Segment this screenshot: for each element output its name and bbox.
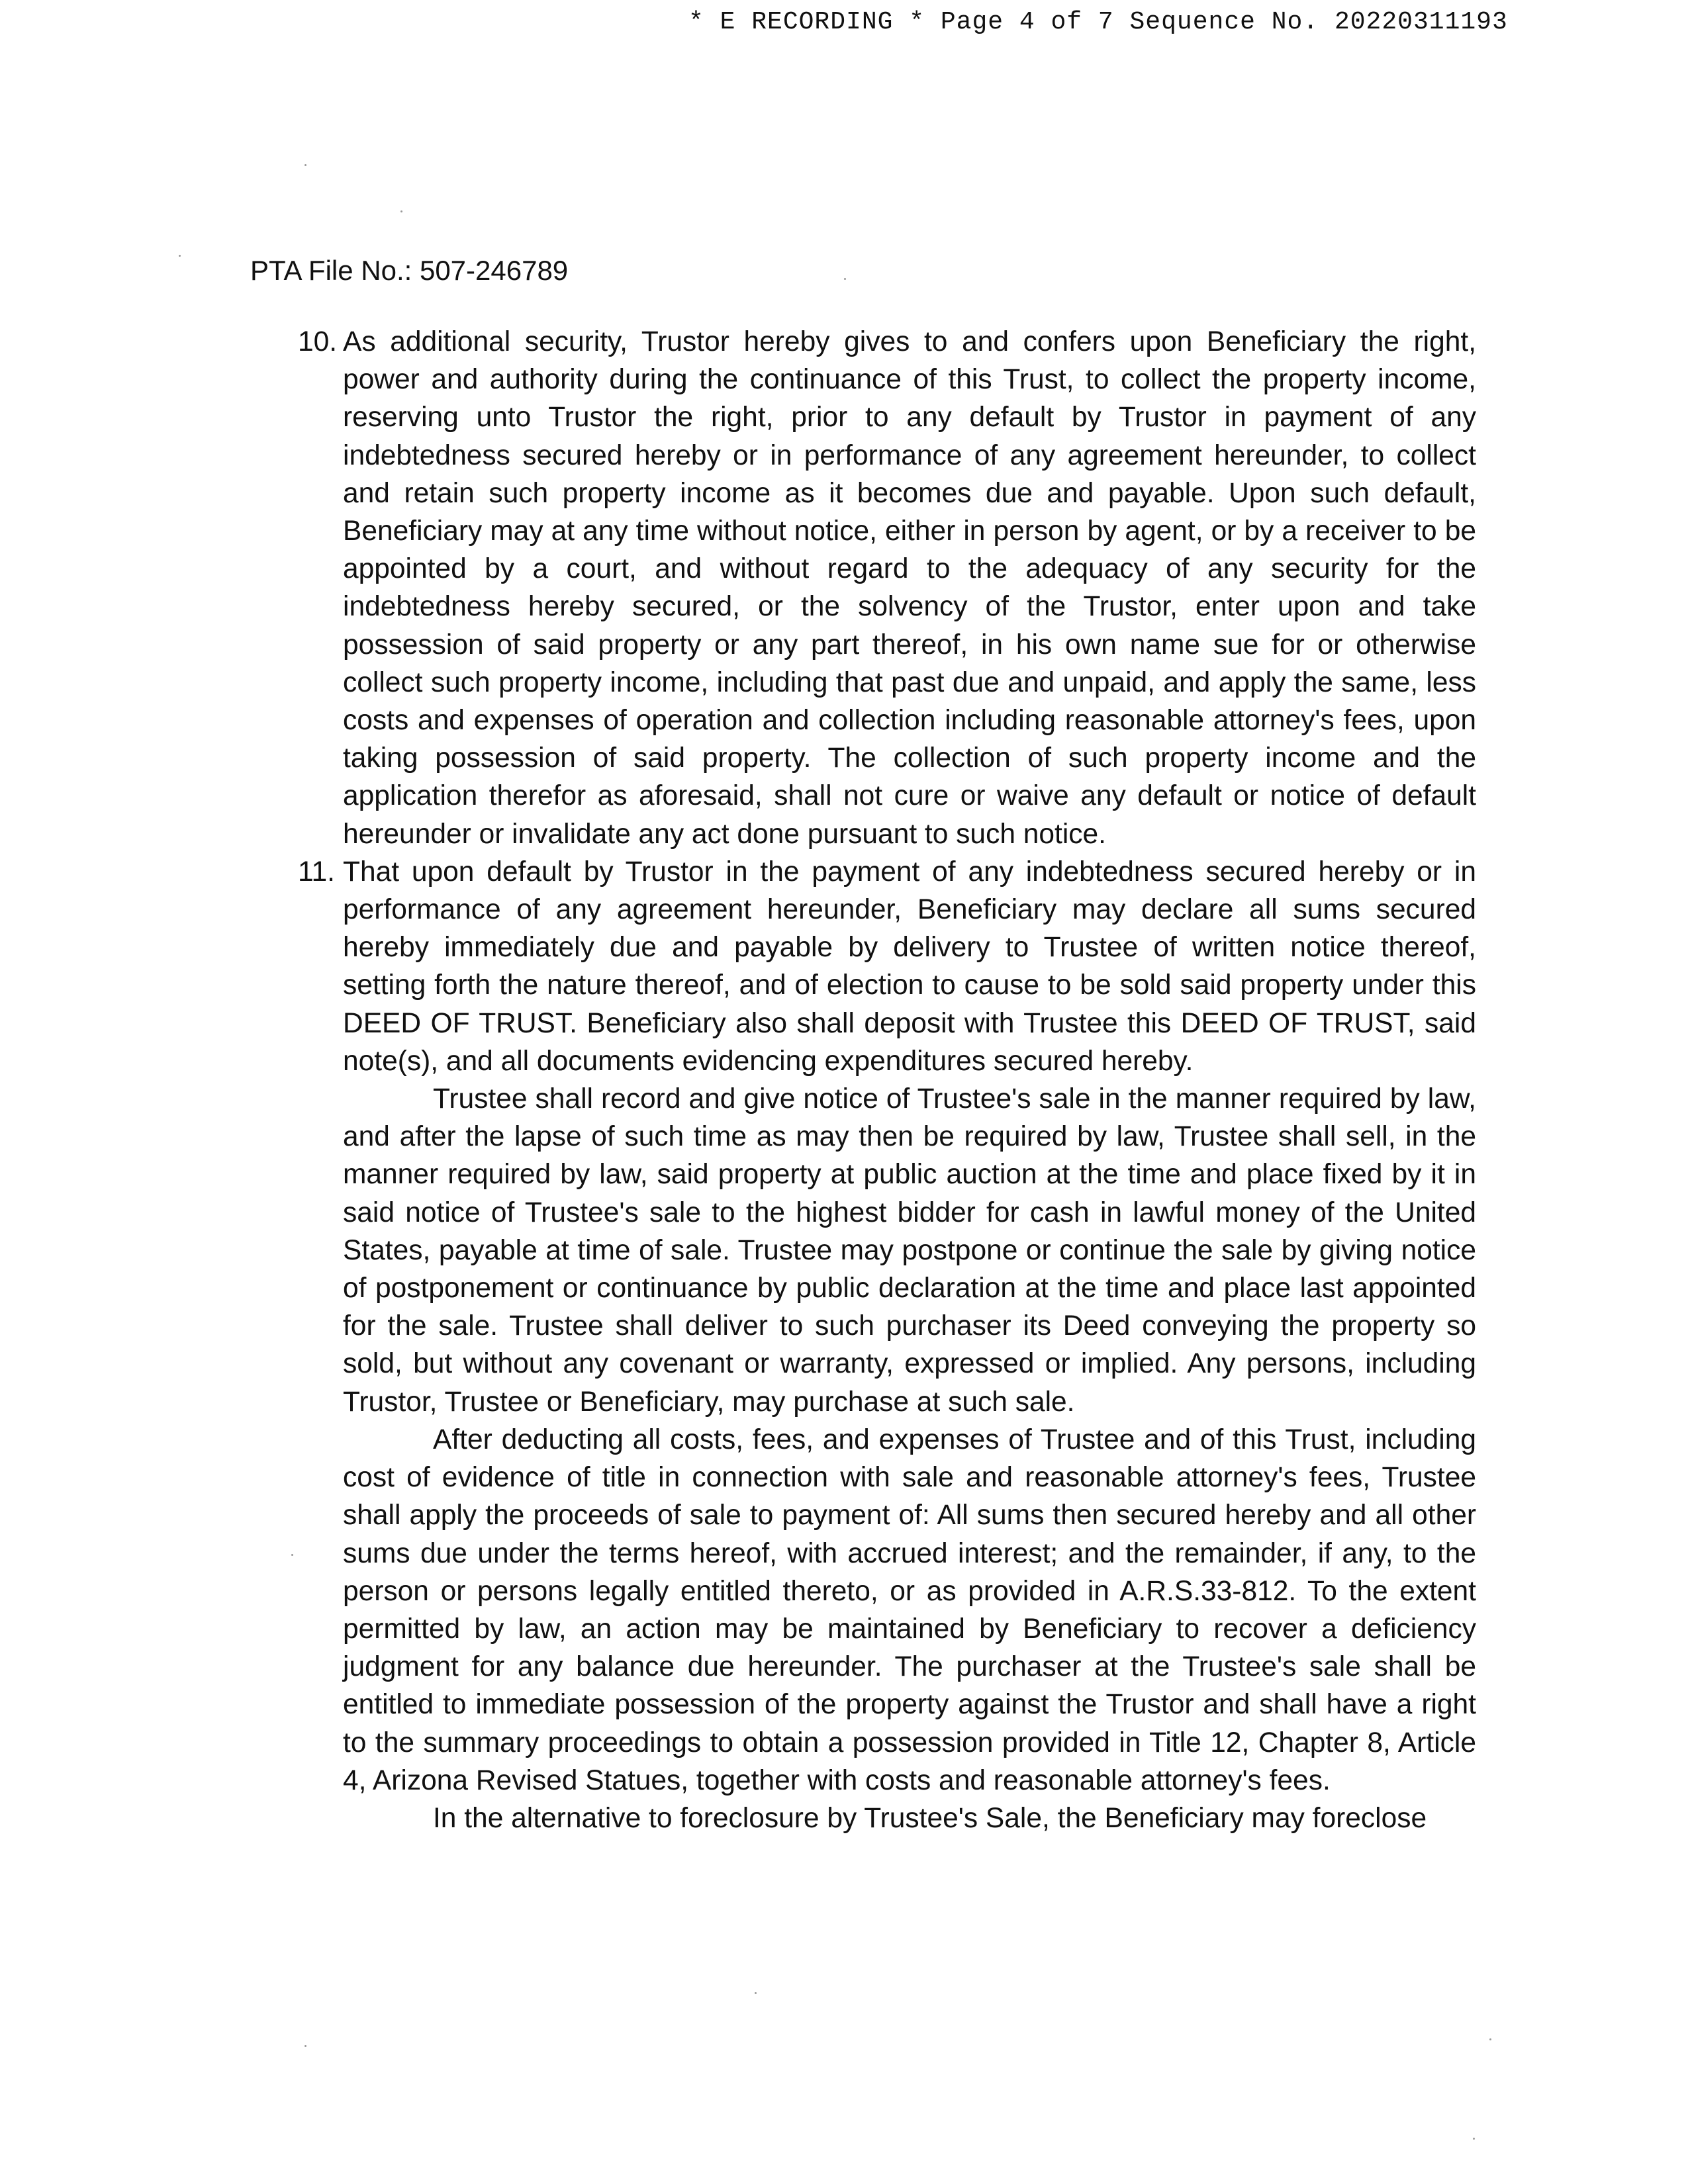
clause-text: That upon default by Trustor in the payment of any indebtedness secured hereby or in performance of any agreement hereunder, Beneficiary may declare all sums secured hereby immediately due and payable by delivery to Trustee of written notice thereof, setting forth the nature thereof, and of election to cause to be sold said property under this DEED OF TRUST. Beneficiary also shall deposit with Trustee this DEED OF TRUST, said note(s), and all documents evidencing expenditures secured hereby. bbox=[343, 856, 1476, 1077]
scan-speck bbox=[305, 164, 306, 166]
clause-number: 11. bbox=[298, 856, 335, 887]
deed-body bbox=[298, 323, 1476, 1837]
scan-speck bbox=[755, 1992, 757, 1994]
trustee-sale-paragraph: Trustee shall record and give notice of Trustee's sale in the manner required by law, and after the lapse of such time as may then be required by law, Trustee shall sell, in the manner required by law, said property at public auction at the time and place fixed by it in said notice of Trustee's sale to the highest bidder for cash in lawful money of the United States, payable at time of sale. Trustee may postpone or continue the sale by giving notice of postponement or continuance by public declaration at the time and place last appointed for the sale. Trustee shall deliver to such purchaser its Deed conveying the property so sold, but without any covenant or warranty, expressed or implied. Any persons, including Trustor, Trustee or Beneficiary, may purchase at such sale. bbox=[343, 1083, 1476, 1418]
scan-speck bbox=[400, 210, 402, 212]
scan-speck bbox=[305, 2045, 306, 2047]
foreclosure-alternative-paragraph: In the alternative to foreclosure by Trustee's Sale, the Beneficiary may foreclose bbox=[433, 1802, 1427, 1834]
scan-speck bbox=[1489, 2038, 1491, 2040]
clause-11 bbox=[298, 853, 1476, 1837]
file-number: PTA File No.: 507-246789 bbox=[250, 255, 569, 286]
clause-text: As additional security, Trustor hereby gives to and confers upon Beneficiary the right, power and authority during the continuance of this Trust, to collect the property income, reserving unto Trustor the right, prior to any default by Trustor in payment of any indebtedness secured hereby or in performance of any agreement hereunder, to collect and retain such property income as it becomes due and payable. Upon such default, Beneficiary may at any time without notice, either in person by agent, or by a receiver to be appointed by a court, and without regard to the adequacy of any security for the indebtedness hereby secured, or the solvency of the Trustor, enter upon and take possession of said property or any part thereof, in his own name sue for or otherwise collect such property income, including that past due and unpaid, and apply the same, less costs and expenses of operation and collection including reasonable attorney's fees, upon taking possession of said property. The collection of such property income and the application therefor as aforesaid, shall not cure or waive any default or notice of default hereunder or invalidate any act done pursuant to such notice. bbox=[343, 326, 1476, 850]
scan-speck bbox=[844, 278, 846, 280]
recording-header: * E RECORDING * Page 4 of 7 Sequence No. 20220311193 bbox=[688, 8, 1508, 36]
proceeds-paragraph: After deducting all costs, fees, and expenses of Trustee and of this Trust, including cost of evidence of title in connection with sale and reasonable attorney's fees, Trustee shall apply the proceeds of sale to payment of: All sums then secured hereby and all other sums due under the terms hereof, with accrued interest; and the remainder, if any, to the person or persons legally entitled thereto, or as provided in A.R.S.33-812. To the extent permitted by law, an action may be maintained by Beneficiary to recover a deficiency judgment for any balance due hereunder. The purchaser at the Trustee's sale shall be entitled to immediate possession of the property against the Trustor and shall have a right to the summary proceedings to obtain a possession provided in Title 12, Chapter 8, Article 4, Arizona Revised Statues, together with costs and reasonable attorney's fees. bbox=[343, 1424, 1476, 1796]
scan-speck bbox=[1473, 2138, 1475, 2140]
clause-number: 10. bbox=[298, 326, 338, 357]
scan-speck bbox=[179, 255, 181, 257]
clause-10 bbox=[298, 323, 1476, 853]
scan-speck bbox=[291, 1554, 293, 1556]
